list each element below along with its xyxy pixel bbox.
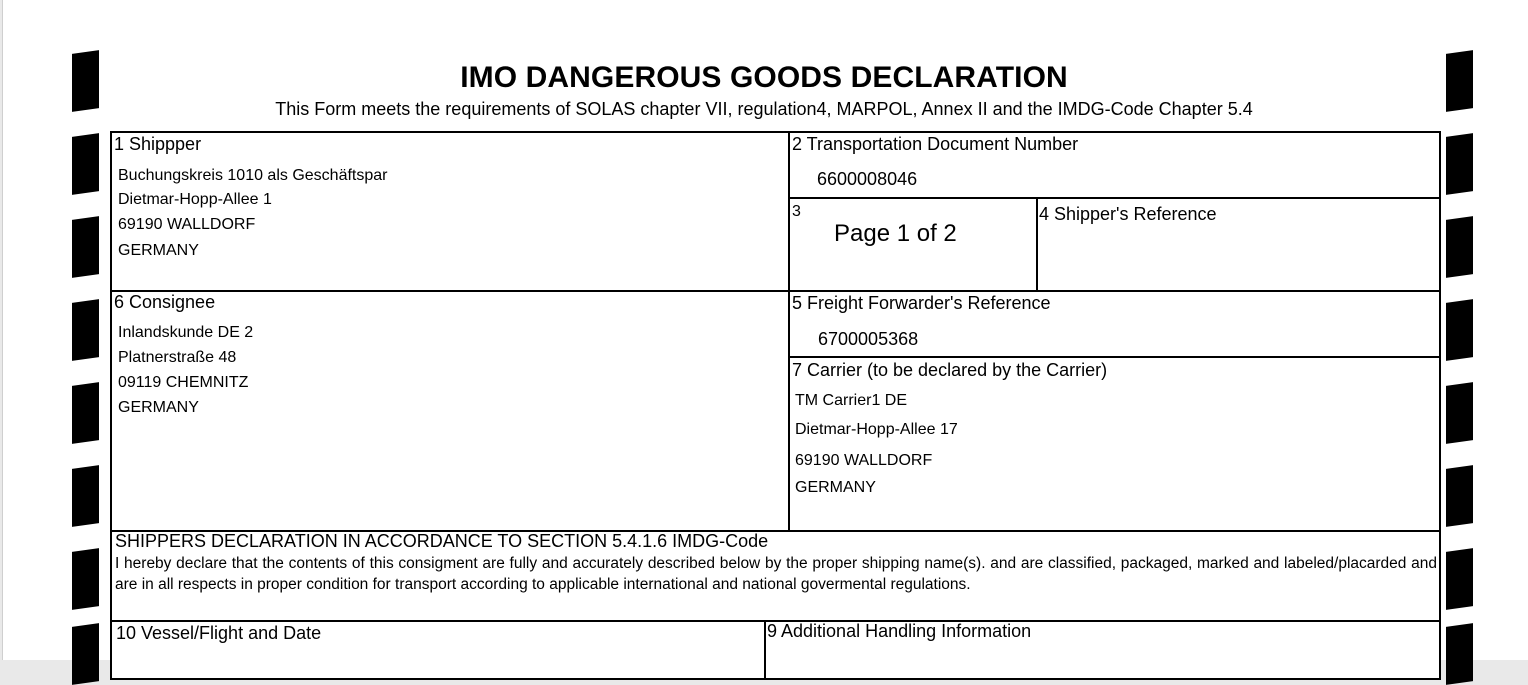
shipper-line: Dietmar-Hopp-Allee 1 bbox=[118, 191, 272, 208]
hazard-stripe bbox=[1446, 133, 1473, 195]
carrier-line: 69190 WALLDORF bbox=[795, 452, 933, 469]
shipper-line: GERMANY bbox=[118, 242, 199, 259]
hazard-stripe bbox=[72, 299, 99, 361]
consignee-line: Inlandskunde DE 2 bbox=[118, 324, 254, 341]
shipper-reference-label: 4 Shipper's Reference bbox=[1039, 204, 1217, 224]
declaration-heading: SHIPPERS DECLARATION IN ACCORDANCE TO SECTION 5.4.1.6 IMDG-Code bbox=[115, 531, 769, 551]
carrier-line: Dietmar-Hopp-Allee 17 bbox=[795, 421, 958, 438]
forwarder-reference-label: 5 Freight Forwarder's Reference bbox=[792, 293, 1051, 313]
shipper-label: 1 Shippper bbox=[114, 134, 202, 154]
hazard-stripe bbox=[1446, 465, 1473, 527]
carrier-label: 7 Carrier (to be declared by the Carrier) bbox=[792, 360, 1108, 380]
carrier-line: GERMANY bbox=[795, 479, 876, 496]
hazard-stripe bbox=[72, 548, 99, 610]
handling-label: 9 Additional Handling Information bbox=[767, 621, 1032, 641]
hazard-stripe bbox=[72, 623, 99, 685]
consignee-line: GERMANY bbox=[118, 399, 199, 416]
vessel-label: 10 Vessel/Flight and Date bbox=[116, 623, 322, 643]
shipper-box bbox=[110, 131, 790, 292]
consignee-line: 09119 CHEMNITZ bbox=[118, 374, 249, 391]
hazard-stripe bbox=[1446, 299, 1473, 361]
carrier-box bbox=[788, 356, 1441, 532]
hazard-stripe bbox=[72, 465, 99, 527]
hazard-stripe bbox=[72, 382, 99, 444]
shipper-line: Buchungskreis 1010 als Geschäftspar bbox=[118, 167, 388, 184]
hazard-stripe bbox=[72, 216, 99, 278]
form-subtitle: This Form meets the requirements of SOLAS chapter VII, regulation4, MARPOL, Annex II and the IMDG-Code Chapter 5.4 bbox=[275, 99, 1253, 119]
carrier-line: TM Carrier1 DE bbox=[795, 392, 908, 409]
page-box-label: 3 bbox=[792, 203, 801, 220]
hazard-stripe bbox=[1446, 548, 1473, 610]
declaration-text: I hereby declare that the contents of this consigment are fully and accurately described below by the proper shipping name(s). and are classified, packaged, marked and labeled/placarded and are in all respects in proper condition for transport according to applicable international and national govermental regulations. bbox=[115, 555, 1437, 593]
consignee-line: Platnerstraße 48 bbox=[118, 349, 237, 366]
consignee-label: 6 Consignee bbox=[114, 292, 216, 312]
hazard-stripe bbox=[1446, 216, 1473, 278]
shipper-line: 69190 WALLDORF bbox=[118, 216, 256, 233]
page-count: Page 1 of 2 bbox=[834, 220, 957, 247]
transport-doc-number: 6600008046 bbox=[817, 169, 918, 189]
forwarder-reference-number: 6700005368 bbox=[818, 329, 919, 349]
hazard-stripe bbox=[1446, 623, 1473, 685]
form-title: IMO DANGEROUS GOODS DECLARATION bbox=[460, 61, 1068, 94]
hazard-stripe bbox=[72, 133, 99, 195]
transport-doc-label: 2 Transportation Document Number bbox=[792, 134, 1079, 154]
hazard-stripe bbox=[1446, 382, 1473, 444]
